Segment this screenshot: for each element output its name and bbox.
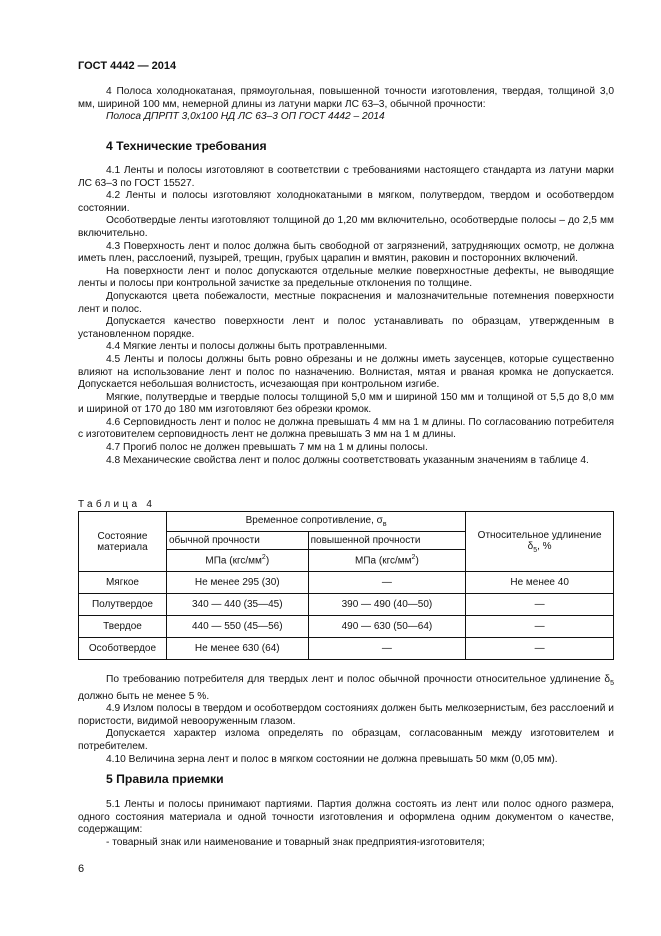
cell-high: 490 — 630 (50—64) [308, 616, 466, 638]
page-number: 6 [78, 863, 85, 875]
cell-elongation: Не менее 40 [466, 572, 614, 594]
header-unit-normal: МПа $(кгс/мм^2)$ [166, 550, 308, 572]
document-header: ГОСТ 4442 — 2014 [78, 60, 177, 72]
cell-state: Мягкое [79, 572, 167, 594]
cell-elongation: — [466, 616, 614, 638]
header-normal-strength: обычной прочности [166, 532, 308, 550]
cell-high: — [308, 638, 466, 660]
paragraph-4-1: 4.1 Ленты и полосы изготовляют в соответствии с требованиями настоящего стандарта из латуни марки ЛС 63–3 по ГОСТ 15527. [78, 165, 614, 189]
cell-normal: 340 — 440 (35—45) [166, 594, 308, 616]
section-5-heading: 5 Правила приемки [106, 772, 224, 786]
paragraph-5-1: 5.1 Ленты и полосы принимают партиями. Партия должна состоять из лент или полос одного размера, одного состояния материала и одной точности изготовления и оформлена одним документом о качестве, содержащим: [78, 799, 614, 836]
paragraph-4-8: 4.8 Механические свойства лент и полос должны соответствовать указанным значениям в таблице 4. [106, 454, 589, 466]
cell-state: Особотвердое [79, 638, 167, 660]
table-4 [78, 511, 614, 660]
paragraph-4-9: 4.9 Излом полосы в твердом и особотвердом состояниях должен быть мелкозернистым, без расслоений и пористости, видимой невооруженным глазом. [78, 703, 614, 727]
paragraph-tarnish: Допускаются цвета побежалости, местные покраснения и малозначительные потемнения поверхности лент и полос. [78, 290, 614, 315]
paragraph-4-5: 4.5 Ленты и полосы должны быть ровно обрезаны и не должны иметь заусенцев, которые существенно влияют на использование лент и полос по назначению. Волнистая, мятая и рваная кромка не допускается. Допускается небольшая волнистость, исчезающая при контрольном изгибе. [78, 353, 614, 391]
paragraph-4-3: 4.3 Поверхность лент и полос должна быть свободной от загрязнений, затрудняющих осмотр, не должна иметь плен, расслоений, пузырей, трещин, грубых царапин и вмятин, раковин и посторонних включений. [78, 240, 614, 265]
cell-normal: Не менее 630 (64) [166, 638, 308, 660]
intro-paragraph: 4 Полоса холоднокатаная, прямоугольная, повышенной точности изготовления, твердая, толщиной 3,0 мм, шириной 100 мм, немерной длины из латуни марки ЛС 63–3, обычной прочности: [78, 86, 614, 110]
cell-high: 390 — 490 (40—50) [308, 594, 466, 616]
designation-example: Полоса ДПРПТ 3,0х100 НД ЛС 63–3 ОП ГОСТ 4442 – 2014 [106, 111, 385, 123]
after-table-block [78, 674, 614, 766]
section-4-heading: 4 Технические требования [106, 139, 267, 153]
cell-elongation: — [466, 638, 614, 660]
table-row [79, 572, 614, 594]
header-unit-high: МПа $(кгс/мм^2)$ [308, 550, 466, 572]
cell-normal: Не менее 295 (30) [166, 572, 308, 594]
table-4-caption: Таблица 4 [78, 499, 156, 510]
paragraph-edges: Мягкие, полутвердые и твердые полосы толщиной 5,0 мм и шириной 150 мм и толщиной от 5,5 до 8,0 мм и шириной от 170 до 180 мм изготовляют без обрезки кромок. [78, 391, 614, 416]
paragraph-4-4: 4.4 Мягкие ленты и полосы должны быть протравленными. [106, 341, 388, 353]
header-state: Состояние материала [79, 512, 167, 572]
cell-elongation: — [466, 594, 614, 616]
paragraph-elongation-note: По требованию потребителя для твердых лент и полос обычной прочности относительное удлинение $\delta_5$ должно быть не менее 5 %. [78, 674, 614, 702]
intro-block [78, 86, 614, 124]
cell-state: Полутвердое [79, 594, 167, 616]
paragraph-fracture-samples: Допускается характер излома определять по образцам, согласованным между изготовителем и потребителем. [78, 728, 614, 752]
table-row [79, 594, 614, 616]
paragraph-4-10: 4.10 Величина зерна лент и полос в мягком состоянии не должна превышать 50 мкм (0,05 мм). [106, 753, 558, 765]
header-elongation: Относительное удлинение $\delta_5$, % [466, 512, 614, 572]
section-4-body [78, 165, 614, 467]
paragraph-surface-defects: На поверхности лент и полос допускаются отдельные мелкие поверхностные дефекты, не выводящие ленты и полосы при контрольной зачистке за предельные отклонения по толщине. [78, 265, 614, 290]
paragraph-4-2: 4.2 Ленты и полосы изготовляют холоднокатаными в мягком, полутвердом, твердом и особотвердом состоянии. [78, 190, 614, 214]
cell-state: Твердое [79, 616, 167, 638]
table-row [79, 638, 614, 660]
paragraph-samples: Допускается качество поверхности лент и полос устанавливать по образцам, утвержденным в установленном порядке. [78, 316, 614, 340]
header-tensile: Временное сопротивление, $\sigma_в$ [166, 512, 465, 532]
table-row [79, 616, 614, 638]
paragraph-4-6: 4.6 Серповидность лент и полос не должна превышать 4 мм на 1 м длины. По согласованию потребителя с изготовителем серповидность лент не должна превышать 3 мм на 1 м длины. [78, 416, 614, 441]
section-4 [78, 139, 614, 153]
paragraph-4-7: 4.7 Прогиб полос не должен превышать 7 мм на 1 м длины полосы. [106, 442, 428, 454]
section-5 [78, 772, 614, 786]
cell-normal: 440 — 550 (45—56) [166, 616, 308, 638]
cell-high: — [308, 572, 466, 594]
paragraph-trademark: - товарный знак или наименование и товарный знак предприятия-изготовителя; [106, 836, 485, 848]
paragraph-extra-hard: Особотвердые ленты изготовляют толщиной до 1,20 мм включительно, особотвердые полосы – до 2,5 мм включительно. [78, 215, 614, 239]
section-5-body [78, 799, 614, 849]
header-high-strength: повышенной прочности [308, 532, 466, 550]
